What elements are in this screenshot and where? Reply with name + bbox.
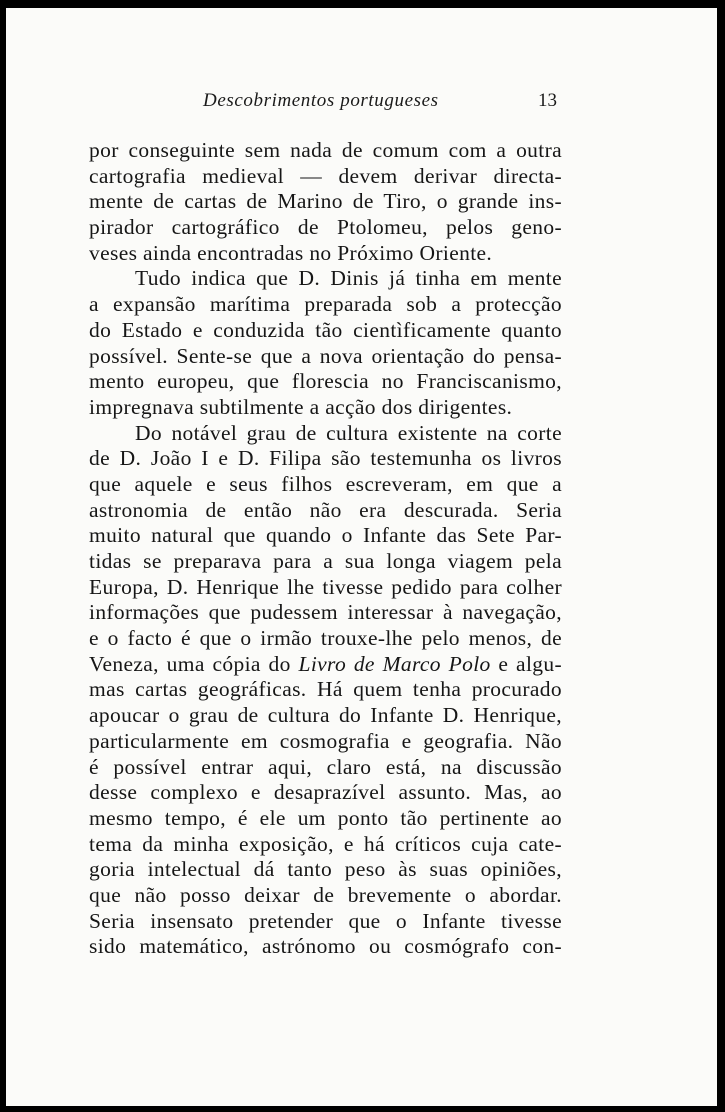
text-line: mas cartas geográficas. Há quem tenha procurado [89, 677, 562, 702]
text-line: do Estado e conduzida tão cientìficamente quanto [89, 317, 562, 342]
text-line: Seria insensato pretender que o Infante tivesse [89, 908, 562, 933]
text-line: por conseguinte sem nada de comum com a outra [89, 138, 562, 162]
book-page [6, 8, 717, 1106]
text-line: e o facto é que o irmão trouxe-lhe pelo menos, de [89, 626, 562, 651]
text-line: astronomia de então não era descurada. Seria [89, 497, 562, 522]
text-line: pirador cartográfico de Ptolomeu, pelos geno- [89, 215, 562, 240]
text-fragment: Veneza, uma cópia do [89, 651, 299, 676]
text-line: veses ainda encontradas no Próximo Oriente. [89, 240, 493, 265]
text-line: a expansão marítima preparada sob a protecção [89, 292, 562, 317]
text-line: impregnava subtilmente a acção dos dirigentes. [89, 394, 513, 419]
text-line: é possível entrar aqui, claro está, na discussão [89, 754, 562, 779]
text-line: cartografia medieval — devem derivar directa- [89, 163, 562, 188]
text-line-with-italic [89, 652, 562, 678]
text-line: sido matemático, astrónomo ou cosmógrafo con- [89, 934, 562, 959]
text-line: muito natural que quando o Infante das Sete Par- [89, 523, 562, 548]
paragraph [89, 421, 562, 960]
text-line: que não posso deixar de brevemente o abordar. [89, 882, 562, 907]
text-line: tidas se preparava para a sua longa viagem pela [89, 549, 562, 573]
text-line: que aquele e seus filhos escreveram, em que a [89, 471, 562, 496]
text-line: informações que pudessem interessar à navegação, [89, 600, 562, 625]
text-line: mente de cartas de Marino de Tiro, o grande ins- [89, 189, 562, 214]
page-number: 13 [538, 90, 557, 111]
paragraph [89, 266, 562, 420]
text-line: possível. Sente-se que a nova orientação do pensa- [89, 343, 562, 368]
running-title: Descobrimentos portugueses [203, 90, 439, 111]
text-line: Tudo indica que D. Dinis já tinha em mente [135, 266, 562, 291]
text-line: apoucar o grau de cultura do Infante D. Henrique, [89, 703, 562, 728]
text-line: goria intelectual dá tanto peso às suas opiniões, [89, 857, 562, 882]
text-line: desse complexo e desaprazível assunto. Mas, ao [89, 780, 562, 805]
text-fragment: e algu- [490, 651, 562, 676]
text-line: particularmente em cosmografia e geografia. Não [89, 728, 562, 753]
text-line: de D. João I e D. Filipa são testemunha os livros [89, 446, 562, 471]
text-line: Do notável grau de cultura existente na corte [135, 420, 562, 445]
page-header [6, 90, 717, 120]
text-line: tema da minha exposição, e há críticos cuja cate- [89, 831, 562, 856]
body-text [89, 138, 562, 960]
text-line: mento europeu, que florescia no Franciscanismo, [89, 369, 562, 394]
text-line: mesmo tempo, é ele um ponto tão pertinente ao [89, 805, 562, 830]
paragraph [89, 138, 562, 266]
text-line: Europa, D. Henrique lhe tivesse pedido para colher [89, 574, 562, 599]
book-title: Livro de Marco Polo [298, 651, 491, 676]
